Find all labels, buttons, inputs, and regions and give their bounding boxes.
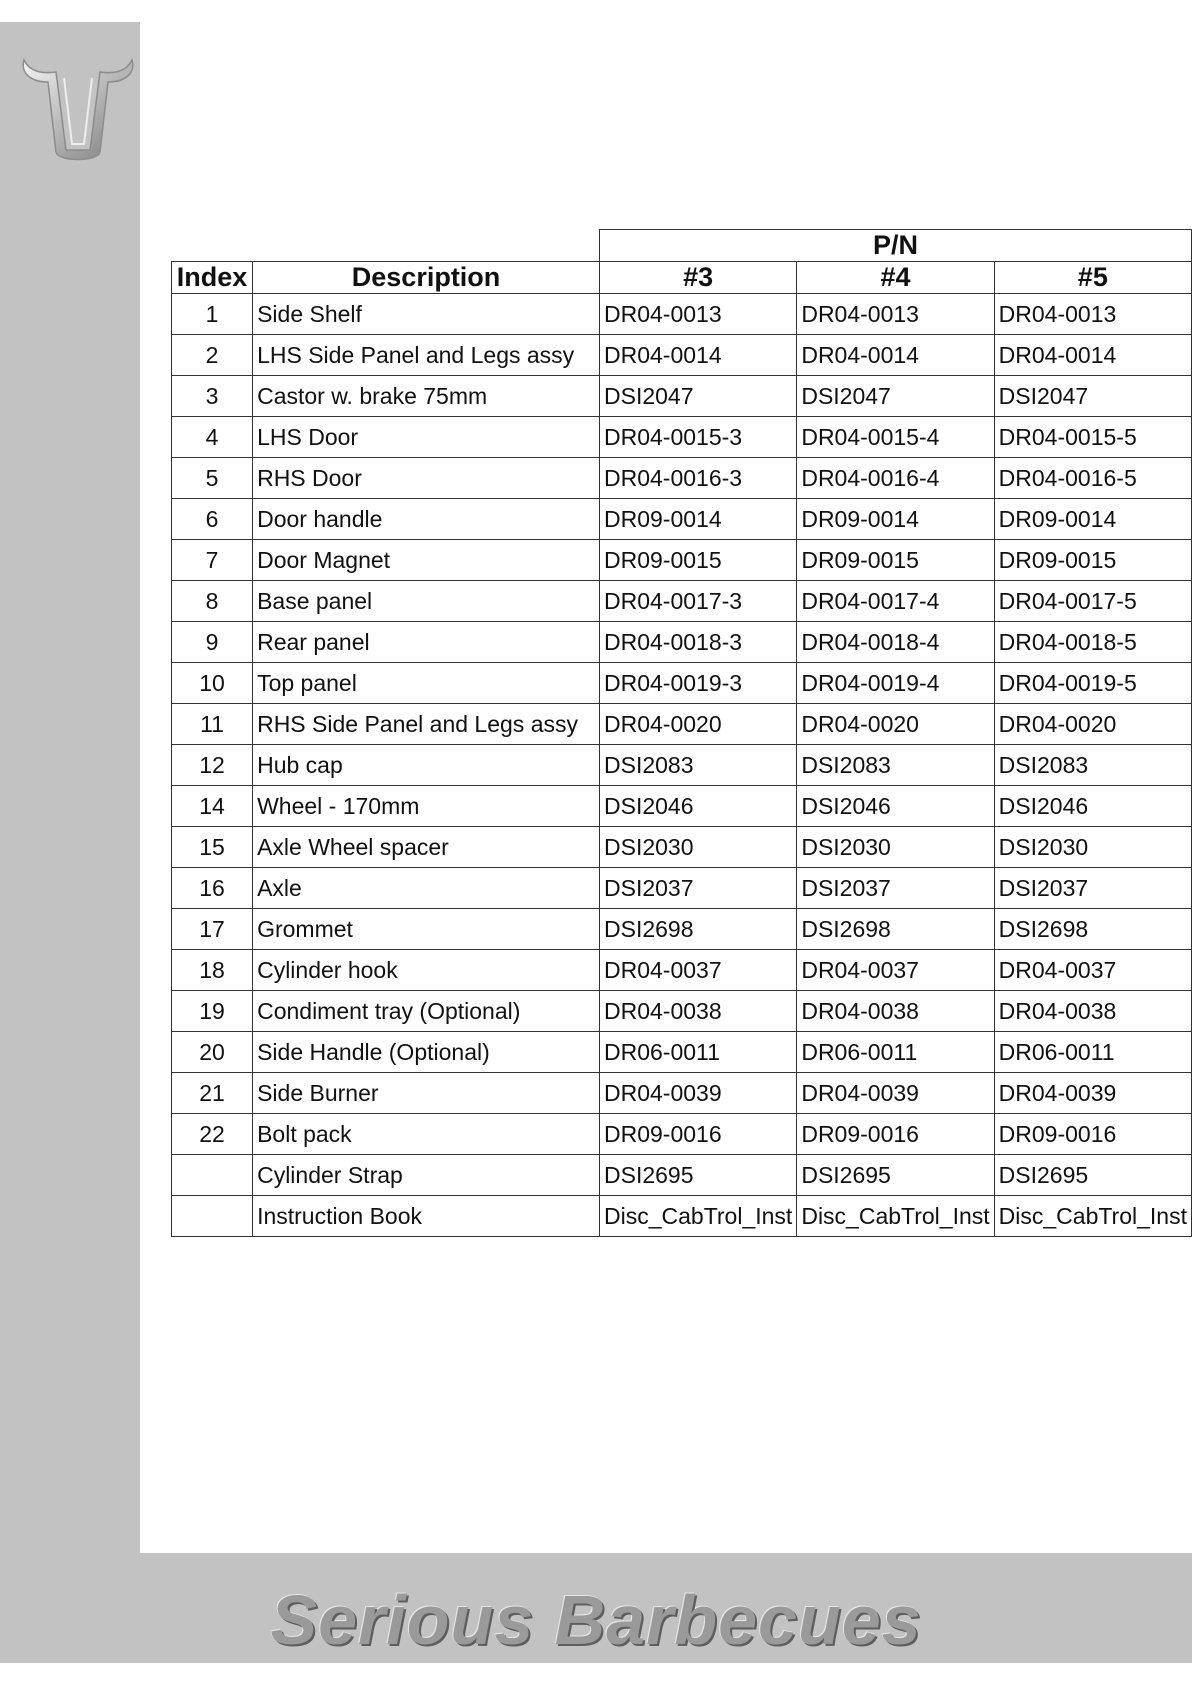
row-pn-5: DR04-0019-5 <box>994 663 1191 704</box>
row-pn-4: DR06-0011 <box>797 1032 994 1073</box>
row-description: LHS Door <box>253 417 600 458</box>
table-row <box>172 704 1192 745</box>
table-row <box>172 1114 1192 1155</box>
table-row <box>172 1196 1192 1237</box>
row-pn-5: DSI2083 <box>994 745 1191 786</box>
row-description: Base panel <box>253 581 600 622</box>
column-header-row <box>172 262 1192 294</box>
row-pn-3: DR04-0013 <box>600 294 797 335</box>
header-pn-3: #3 <box>600 262 797 294</box>
row-pn-5: DR04-0037 <box>994 950 1191 991</box>
row-pn-4: Disc_CabTrol_Inst <box>797 1196 994 1237</box>
table-row <box>172 827 1192 868</box>
row-index: 1 <box>172 294 253 335</box>
row-description: RHS Door <box>253 458 600 499</box>
row-description: Cylinder Strap <box>253 1155 600 1196</box>
header-pn-4: #4 <box>797 262 994 294</box>
header-pn-5: #5 <box>994 262 1191 294</box>
row-pn-4: DR04-0038 <box>797 991 994 1032</box>
row-index: 3 <box>172 376 253 417</box>
row-index: 15 <box>172 827 253 868</box>
row-description: Castor w. brake 75mm <box>253 376 600 417</box>
row-pn-4: DSI2046 <box>797 786 994 827</box>
table-row <box>172 376 1192 417</box>
row-pn-3: DSI2083 <box>600 745 797 786</box>
table-row <box>172 1155 1192 1196</box>
table-row <box>172 786 1192 827</box>
row-pn-3: DR04-0016-3 <box>600 458 797 499</box>
row-pn-3: DR04-0019-3 <box>600 663 797 704</box>
row-pn-4: DR04-0039 <box>797 1073 994 1114</box>
bull-horns-logo-icon <box>18 52 140 172</box>
row-pn-4: DR04-0015-4 <box>797 417 994 458</box>
row-description: Wheel - 170mm <box>253 786 600 827</box>
row-description: Top panel <box>253 663 600 704</box>
table-row <box>172 417 1192 458</box>
parts-table-body <box>172 294 1192 1237</box>
row-pn-3: DSI2030 <box>600 827 797 868</box>
row-pn-5: DR09-0016 <box>994 1114 1191 1155</box>
row-pn-5: DSI2698 <box>994 909 1191 950</box>
row-index: 16 <box>172 868 253 909</box>
group-header-row <box>172 230 1192 262</box>
parts-table <box>171 229 1192 1237</box>
row-pn-4: DSI2083 <box>797 745 994 786</box>
row-index: 10 <box>172 663 253 704</box>
row-pn-4: DR04-0020 <box>797 704 994 745</box>
row-index: 7 <box>172 540 253 581</box>
table-row <box>172 950 1192 991</box>
row-pn-5: DR04-0015-5 <box>994 417 1191 458</box>
row-index: 9 <box>172 622 253 663</box>
row-description: Cylinder hook <box>253 950 600 991</box>
table-row <box>172 458 1192 499</box>
row-pn-4: DR09-0014 <box>797 499 994 540</box>
row-pn-3: DSI2695 <box>600 1155 797 1196</box>
row-pn-4: DR04-0013 <box>797 294 994 335</box>
table-row <box>172 663 1192 704</box>
row-index: 19 <box>172 991 253 1032</box>
row-description: Side Handle (Optional) <box>253 1032 600 1073</box>
row-pn-3: DR04-0014 <box>600 335 797 376</box>
row-pn-5: DR09-0015 <box>994 540 1191 581</box>
row-pn-3: DR04-0038 <box>600 991 797 1032</box>
row-pn-3: DR04-0039 <box>600 1073 797 1114</box>
table-row <box>172 1032 1192 1073</box>
row-pn-5: DR04-0039 <box>994 1073 1191 1114</box>
row-pn-5: DR04-0013 <box>994 294 1191 335</box>
row-index: 22 <box>172 1114 253 1155</box>
row-index: 21 <box>172 1073 253 1114</box>
row-pn-3: DR04-0017-3 <box>600 581 797 622</box>
row-description: Side Shelf <box>253 294 600 335</box>
row-pn-4: DR04-0037 <box>797 950 994 991</box>
row-index: 12 <box>172 745 253 786</box>
row-description: Door handle <box>253 499 600 540</box>
row-index: 17 <box>172 909 253 950</box>
row-description: Axle <box>253 868 600 909</box>
row-pn-5: DR04-0017-5 <box>994 581 1191 622</box>
row-pn-4: DR09-0015 <box>797 540 994 581</box>
table-row <box>172 622 1192 663</box>
table-row <box>172 294 1192 335</box>
row-pn-5: DR04-0018-5 <box>994 622 1191 663</box>
row-description: Rear panel <box>253 622 600 663</box>
row-pn-3: DR09-0016 <box>600 1114 797 1155</box>
table-row <box>172 868 1192 909</box>
row-description: Door Magnet <box>253 540 600 581</box>
table-row <box>172 581 1192 622</box>
row-index: 8 <box>172 581 253 622</box>
table-row <box>172 1073 1192 1114</box>
brand-wordmark: Serious Barbecues <box>270 1581 922 1659</box>
row-pn-5: DSI2037 <box>994 868 1191 909</box>
row-description: LHS Side Panel and Legs assy <box>253 335 600 376</box>
row-pn-3: Disc_CabTrol_Inst <box>600 1196 797 1237</box>
row-description: Axle Wheel spacer <box>253 827 600 868</box>
header-index: Index <box>172 262 253 294</box>
row-pn-3: DR04-0018-3 <box>600 622 797 663</box>
row-pn-3: DR06-0011 <box>600 1032 797 1073</box>
table-row <box>172 335 1192 376</box>
row-index <box>172 1155 253 1196</box>
row-pn-5: DR06-0011 <box>994 1032 1191 1073</box>
row-pn-4: DSI2030 <box>797 827 994 868</box>
header-description: Description <box>253 262 600 294</box>
pn-group-header: P/N <box>600 230 1192 262</box>
row-pn-4: DR04-0019-4 <box>797 663 994 704</box>
row-pn-3: DSI2698 <box>600 909 797 950</box>
row-index: 6 <box>172 499 253 540</box>
row-description: Side Burner <box>253 1073 600 1114</box>
row-pn-4: DR04-0016-4 <box>797 458 994 499</box>
bottom-strip <box>0 1663 1192 1685</box>
row-pn-3: DSI2037 <box>600 868 797 909</box>
row-pn-4: DR04-0017-4 <box>797 581 994 622</box>
row-index: 18 <box>172 950 253 991</box>
row-pn-5: DR04-0014 <box>994 335 1191 376</box>
row-pn-3: DR04-0015-3 <box>600 417 797 458</box>
row-pn-3: DSI2046 <box>600 786 797 827</box>
table-row <box>172 499 1192 540</box>
row-pn-4: DSI2698 <box>797 909 994 950</box>
row-pn-4: DR09-0016 <box>797 1114 994 1155</box>
table-row <box>172 745 1192 786</box>
row-pn-5: DSI2030 <box>994 827 1191 868</box>
row-index: 14 <box>172 786 253 827</box>
row-description: Condiment tray (Optional) <box>253 991 600 1032</box>
row-pn-3: DR09-0014 <box>600 499 797 540</box>
row-pn-5: DSI2047 <box>994 376 1191 417</box>
row-description: RHS Side Panel and Legs assy <box>253 704 600 745</box>
row-pn-4: DR04-0014 <box>797 335 994 376</box>
row-index <box>172 1196 253 1237</box>
table-row <box>172 909 1192 950</box>
row-description: Grommet <box>253 909 600 950</box>
row-pn-5: DSI2695 <box>994 1155 1191 1196</box>
row-pn-5: DR04-0016-5 <box>994 458 1191 499</box>
row-index: 2 <box>172 335 253 376</box>
row-pn-4: DSI2037 <box>797 868 994 909</box>
row-pn-4: DR04-0018-4 <box>797 622 994 663</box>
row-description: Instruction Book <box>253 1196 600 1237</box>
row-index: 20 <box>172 1032 253 1073</box>
row-pn-3: DR09-0015 <box>600 540 797 581</box>
sidebar-band <box>0 22 140 1553</box>
row-description: Hub cap <box>253 745 600 786</box>
row-pn-5: DSI2046 <box>994 786 1191 827</box>
row-index: 11 <box>172 704 253 745</box>
table-row <box>172 991 1192 1032</box>
row-index: 5 <box>172 458 253 499</box>
table-row <box>172 540 1192 581</box>
row-index: 4 <box>172 417 253 458</box>
row-pn-3: DR04-0020 <box>600 704 797 745</box>
row-pn-5: DR04-0020 <box>994 704 1191 745</box>
row-description: Bolt pack <box>253 1114 600 1155</box>
row-pn-5: DR09-0014 <box>994 499 1191 540</box>
row-pn-4: DSI2695 <box>797 1155 994 1196</box>
row-pn-5: Disc_CabTrol_Inst <box>994 1196 1191 1237</box>
row-pn-3: DSI2047 <box>600 376 797 417</box>
row-pn-5: DR04-0038 <box>994 991 1191 1032</box>
row-pn-4: DSI2047 <box>797 376 994 417</box>
row-pn-3: DR04-0037 <box>600 950 797 991</box>
